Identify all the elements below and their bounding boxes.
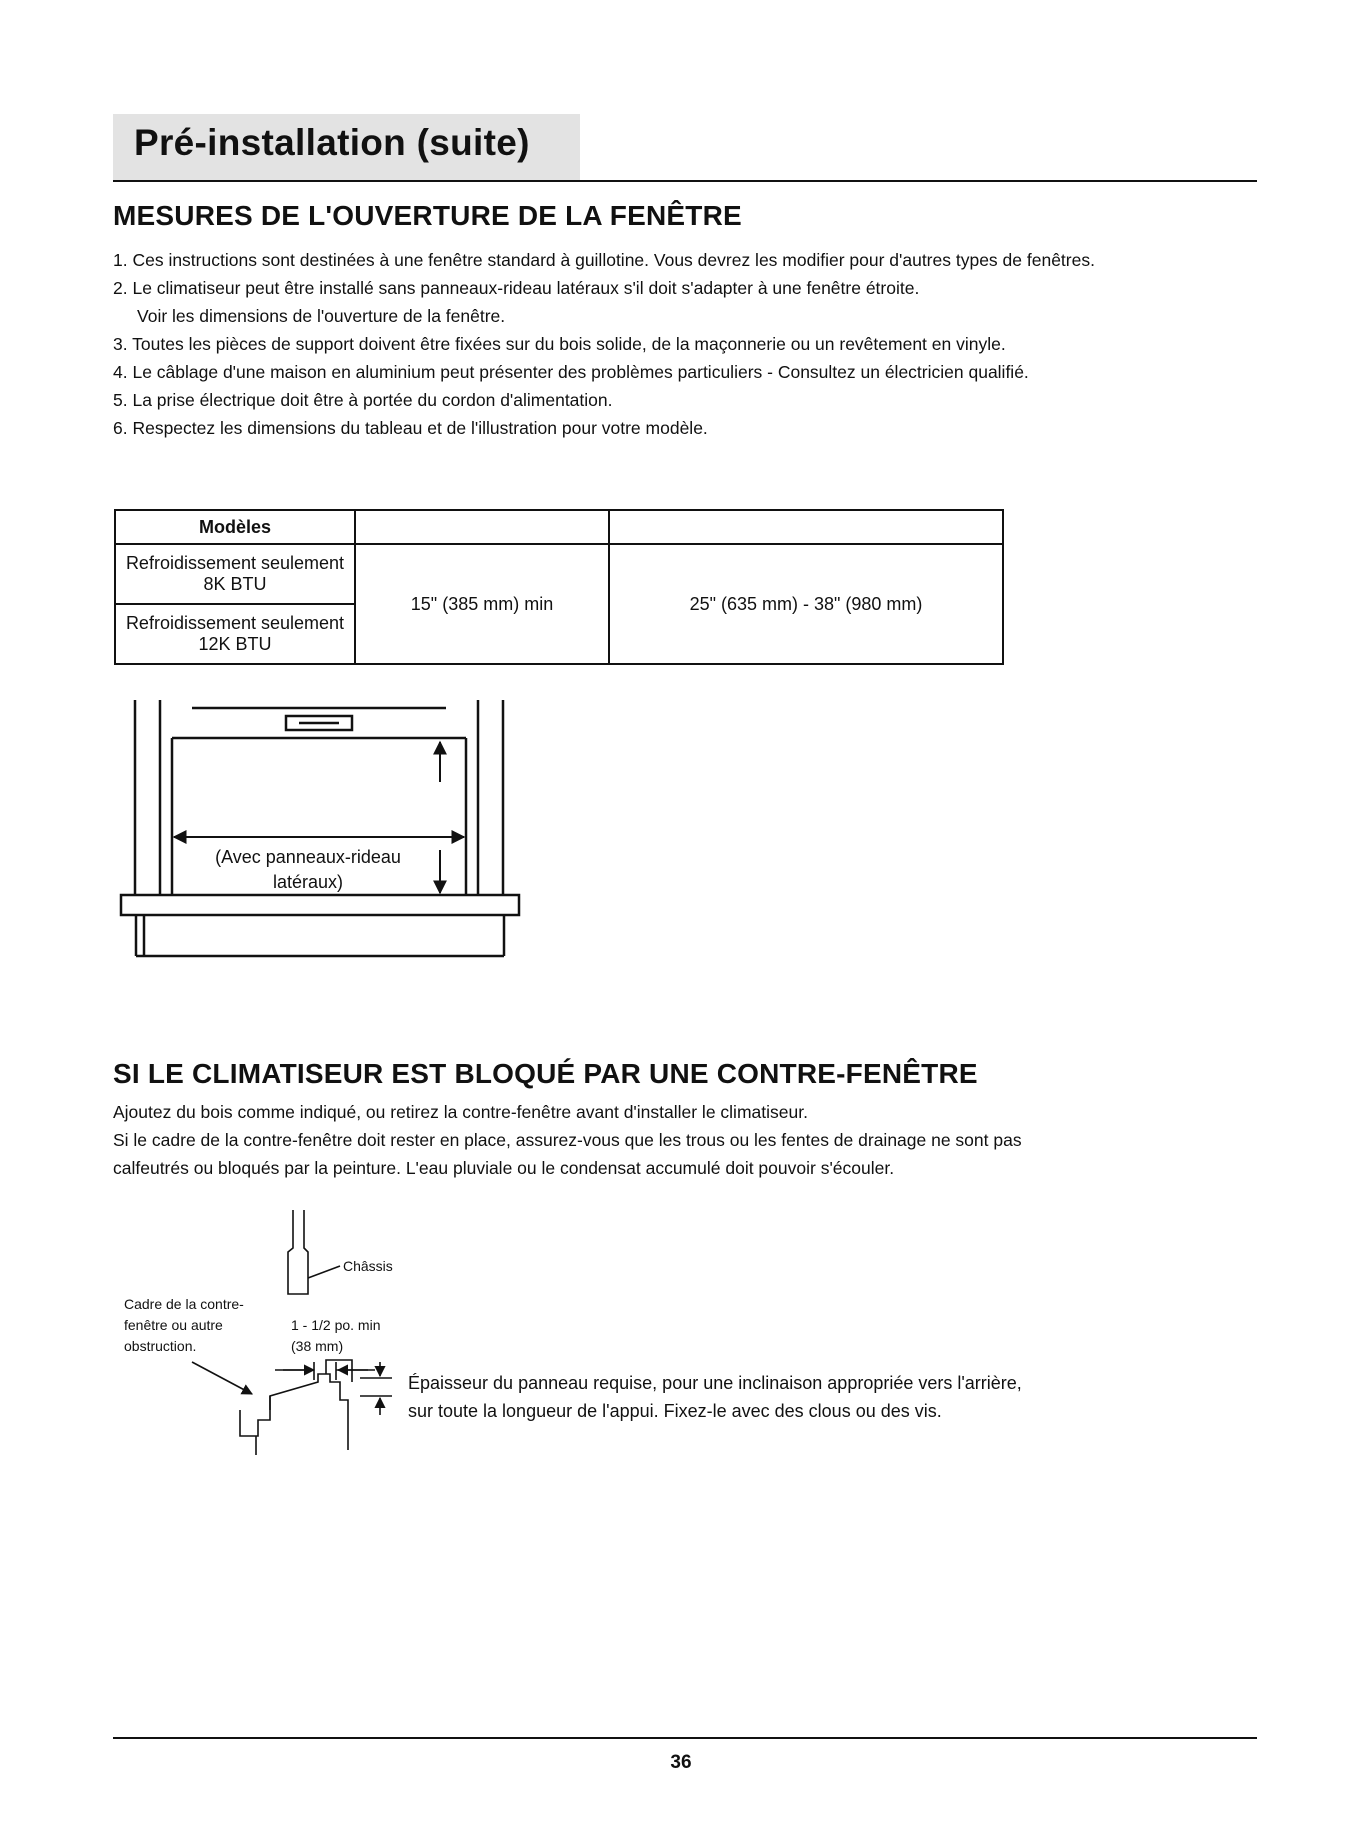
storm-paragraph	[113, 1098, 1022, 1182]
note-line: sur toute la longueur de l'appui. Fixez-le avec des clous ou des vis.	[408, 1401, 942, 1421]
page-number: 36	[670, 1752, 692, 1773]
frame-label-line: obstruction.	[124, 1338, 197, 1354]
list-item: 5. La prise électrique doit être à portée du cordon d'alimentation.	[113, 390, 613, 410]
width-label-line: (Avec panneaux-rideau	[215, 847, 401, 867]
frame-label-line: fenêtre ou autre	[124, 1317, 223, 1333]
paragraph-line: calfeutrés ou bloqués par la peinture. L'eau pluviale ou le condensat accumulé doit pouvoir s'écouler.	[113, 1158, 895, 1178]
list-item: 2. Le climatiseur peut être installé sans panneaux-rideau latéraux s'il doit s'adapter à une fenêtre étroite.	[113, 278, 920, 298]
model-12k-cell: Refroidissement seulement 12K BTU	[115, 604, 355, 664]
instruction-list	[113, 246, 1095, 442]
table-header-col3	[609, 510, 1003, 544]
paragraph-line: Ajoutez du bois comme indiqué, ou retirez la contre-fenêtre avant d'installer le climatiseur.	[113, 1102, 808, 1122]
paragraph-line: Si le cadre de la contre-fenêtre doit rester en place, assurez-vous que les trous ou les fentes de drainage ne sont pas	[113, 1130, 1022, 1150]
title-rule	[113, 180, 1257, 182]
width-range-cell: 25" (635 mm) - 38" (980 mm)	[609, 544, 1003, 664]
chassis-label: Châssis	[343, 1258, 393, 1274]
width-label	[183, 845, 433, 895]
min-label	[291, 1315, 381, 1357]
model-8k-cell: Refroidissement seulement 8K BTU	[115, 544, 355, 604]
frame-label-line: Cadre de la contre-	[124, 1296, 244, 1312]
table-row	[115, 544, 1003, 604]
page-title: Pré-installation (suite)	[134, 122, 530, 163]
models-table	[114, 509, 1004, 665]
min-label-line: 1 - 1/2 po. min	[291, 1317, 381, 1333]
list-item: 6. Respectez les dimensions du tableau et de l'illustration pour votre modèle.	[113, 418, 708, 438]
table-header-col2	[355, 510, 609, 544]
width-label-line: latéraux)	[272, 872, 344, 892]
note-line: Épaisseur du panneau requise, pour une inclinaison appropriée vers l'arrière,	[408, 1373, 1022, 1393]
list-item: 4. Le câblage d'une maison en aluminium peut présenter des problèmes particuliers - Consultez un électricien qualifié.	[113, 362, 1029, 382]
window-section-heading: MESURES DE L'OUVERTURE DE LA FENÊTRE	[113, 200, 742, 231]
thickness-note	[408, 1369, 1022, 1425]
footer-rule	[113, 1737, 1257, 1739]
list-item: 1. Ces instructions sont destinées à une fenêtre standard à guillotine. Vous devrez les modifier pour d'autres types de fenêtres.	[113, 250, 1095, 270]
table-header-row	[115, 510, 1003, 544]
table-header-models: Modèles	[115, 510, 355, 544]
min-height-cell: 15" (385 mm) min	[355, 544, 609, 664]
list-item: Voir les dimensions de l'ouverture de la fenêtre.	[137, 306, 506, 326]
window-opening-diagram	[110, 700, 530, 962]
frame-label	[124, 1294, 244, 1357]
min-label-line: (38 mm)	[291, 1338, 344, 1354]
list-item: 3. Toutes les pièces de support doivent être fixées sur du bois solide, de la maçonnerie ou un revêtement en vinyle.	[113, 334, 1006, 354]
storm-section-heading: SI LE CLIMATISEUR EST BLOQUÉ PAR UNE CONTRE-FENÊTRE	[113, 1058, 978, 1089]
